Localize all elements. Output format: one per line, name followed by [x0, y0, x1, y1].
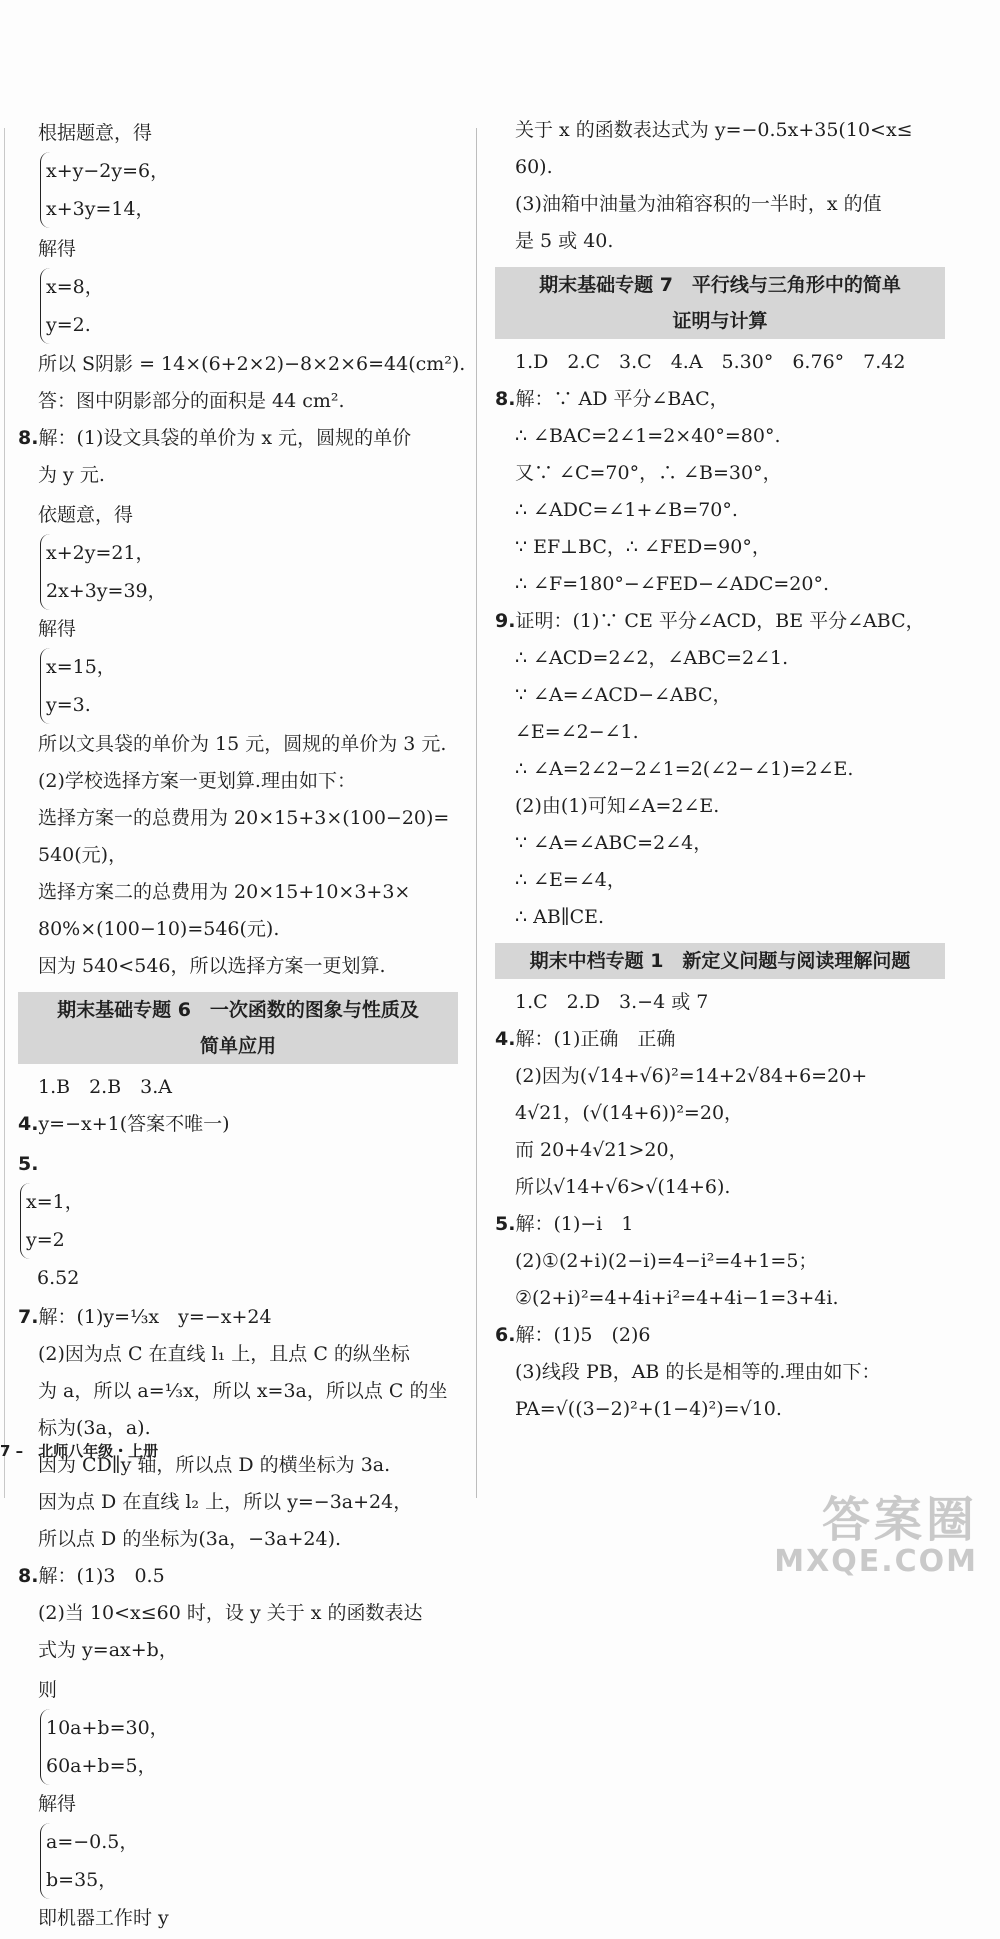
question-number: 9.	[495, 610, 516, 632]
answer-line	[495, 1132, 945, 1169]
answer-line	[495, 677, 945, 714]
answer-line	[495, 492, 945, 529]
equation-system	[40, 534, 456, 610]
answer-text: 为 a，所以 a=⅓x，所以 x=3a，所以点 C 的坐	[38, 1380, 448, 1402]
answer-line	[18, 1336, 458, 1373]
equation-row: x=1，	[26, 1191, 84, 1213]
answer-text: 标为(3a，a).	[38, 1417, 151, 1439]
answer-line	[495, 455, 945, 492]
answer-text: 60).	[515, 156, 553, 178]
answer-text: (2)因为点 C 在直线 l₁ 上，且点 C 的纵坐标	[38, 1343, 410, 1365]
answer-text: 80%×(100−10)=546(元).	[38, 918, 280, 940]
answer-text: 4√21，(√(14+6))²=20，	[515, 1102, 744, 1124]
question-number: 8.	[18, 427, 39, 449]
answer-text: (2)因为(√14+√6)²=14+2√84+6=20+	[515, 1065, 868, 1087]
equation-row: x=15，	[46, 656, 116, 678]
section-heading-line: 简单应用	[199, 1035, 276, 1057]
answer-line	[18, 948, 458, 985]
answer-text: 选择方案二的总费用为 20×15+10×3+3×	[38, 881, 411, 903]
answer-text: (2)由(1)可知∠A=2∠E.	[515, 795, 720, 817]
answer-text: ∴ ∠A=2∠2−2∠1=2(∠2−∠1)=2∠E.	[515, 758, 854, 780]
question-number: 5.	[495, 1213, 516, 1235]
answer-line	[495, 862, 945, 899]
equation-row: x+y−2y=6，	[46, 160, 170, 182]
answer-text: 所以文具袋的单价为 15 元，圆规的单价为 3 元.	[38, 733, 447, 755]
answer-line	[495, 1095, 945, 1132]
answer-line	[495, 751, 945, 788]
equation-row: 10a+b=30，	[46, 1717, 169, 1739]
question-number: 8.	[18, 1565, 39, 1587]
answer-text: 解：(1)−i 1	[515, 1213, 634, 1235]
equation-system	[40, 152, 456, 228]
answer-text: 而 20+4√21>20，	[515, 1139, 688, 1161]
equation-row: y=3.	[46, 694, 91, 716]
answer-text: 所以√14+√6>√(14+6).	[515, 1176, 731, 1198]
equation-row: 60a+b=5，	[46, 1755, 157, 1777]
right-column	[495, 112, 945, 1428]
equation-system	[40, 1709, 456, 1785]
question-number: 8.	[495, 388, 516, 410]
section-heading	[18, 992, 458, 1064]
answer-text: ∠E=∠2−∠1.	[515, 721, 639, 743]
answer-line	[18, 911, 458, 948]
equation-system	[20, 1183, 456, 1259]
answer-text: 因为点 D 在直线 l₂ 上，所以 y=−3a+24，	[38, 1491, 413, 1513]
answer-text: 答：图中阴影部分的面积是 44 cm².	[38, 390, 345, 412]
answer-text: ∵ ∠A=∠ABC=2∠4，	[515, 832, 713, 854]
answer-line	[495, 418, 945, 455]
answer-text: 解：(1)3 0.5	[38, 1565, 165, 1587]
answer-line	[18, 1106, 458, 1143]
answer-text: 因为 540<546，所以选择方案一更划算.	[38, 955, 386, 977]
answer-line	[18, 800, 458, 837]
equation-system	[40, 1823, 456, 1899]
question-number: 6.	[495, 1324, 516, 1346]
answer-text: PA=√((3−2)²+(1−4)²)=√10.	[515, 1398, 782, 1420]
answer-line	[495, 529, 945, 566]
answer-line	[18, 1373, 458, 1410]
answer-line	[18, 1521, 458, 1558]
answer-text: 540(元)，	[38, 844, 128, 866]
answer-line	[495, 112, 945, 149]
question-number: 5.	[18, 1153, 39, 1175]
section-heading-line: 证明与计算	[672, 310, 768, 332]
answer-line	[18, 763, 458, 800]
section-heading	[495, 267, 945, 339]
answer-line	[495, 1391, 945, 1428]
answer-text: 所以 S阴影 = 14×(6+2×2)−8×2×6=44(cm²).	[38, 353, 466, 375]
equation-row: a=−0.5，	[46, 1831, 139, 1853]
question-number: 4.	[495, 1028, 516, 1050]
answer-line	[495, 1021, 945, 1058]
column-divider	[476, 128, 477, 1498]
answer-text: y=−x+1(答案不唯一)	[38, 1113, 230, 1135]
equation-row: x+2y=21，	[46, 542, 155, 564]
equation-suffix: 6.52	[18, 1267, 80, 1289]
page-footer: 7 – 北师八年级・上册	[0, 1442, 159, 1460]
answer-text: 关于 x 的函数表达式为 y=−0.5x+35(10<x≤	[515, 119, 913, 141]
answer-line	[18, 1558, 458, 1595]
answer-line	[495, 1243, 945, 1280]
equation-label: 则	[38, 1679, 58, 1701]
answer-text: 1.B 2.B 3.A	[38, 1076, 173, 1098]
equation-label: 依题意，得	[38, 504, 134, 526]
answer-line	[18, 346, 466, 383]
equation-label: 解得	[38, 238, 77, 260]
answer-line	[495, 603, 945, 640]
answer-line	[495, 223, 945, 260]
answer-text: (2)①(2+i)(2−i)=4−i²=4+1=5；	[515, 1250, 818, 1272]
answer-line	[18, 420, 458, 457]
answer-text: (3)油箱中油量为油箱容积的一半时，x 的值	[515, 193, 882, 215]
answer-line	[18, 874, 458, 911]
answer-text: 解：(1)y=⅓x y=−x+24	[38, 1306, 272, 1328]
answer-line	[495, 1169, 945, 1206]
equation-row: 2x+3y=39，	[46, 580, 167, 602]
answer-text: ∴ ∠E=∠4，	[515, 869, 626, 891]
answer-text: 解：(1)5 (2)6	[515, 1324, 651, 1346]
equation-row: x=8，	[46, 276, 104, 298]
answer-text: 解：∵ AD 平分∠BAC，	[515, 388, 729, 410]
answer-line	[495, 1354, 945, 1391]
answer-line	[18, 726, 458, 763]
section-heading-line: 期末基础专题 6 一次函数的图象与性质及	[57, 999, 419, 1021]
equation-suffix: 即机器工作时 y	[38, 1907, 169, 1929]
equation-row: b=35，	[46, 1869, 118, 1891]
section-heading-line: 期末中档专题 1 新定义问题与阅读理解问题	[529, 950, 911, 972]
equation-label: 根据题意，得	[38, 122, 153, 144]
answer-text: ∴ ∠ACD=2∠2，∠ABC=2∠1.	[515, 647, 789, 669]
answer-text: 解：(1)设文具袋的单价为 x 元，圆规的单价	[38, 427, 412, 449]
answer-line	[18, 837, 458, 874]
answer-text: 选择方案一的总费用为 20×15+3×(100−20)=	[38, 807, 450, 829]
answer-text: ∴ ∠F=180°−∠FED−∠ADC=20°.	[515, 573, 830, 595]
watermark-logo: 答案圈	[821, 1492, 978, 1548]
answer-text: (2)学校选择方案一更划算.理由如下：	[38, 770, 356, 792]
answer-line	[18, 1299, 458, 1336]
answer-text: 因为 CD∥y 轴，所以点 D 的横坐标为 3a.	[38, 1454, 391, 1476]
equation-row: x+3y=14，	[46, 198, 155, 220]
answer-line	[495, 825, 945, 862]
section-heading-line: 期末基础专题 7 平行线与三角形中的简单	[539, 274, 901, 296]
answer-line	[18, 496, 458, 724]
equation-system	[40, 648, 456, 724]
answer-line	[495, 566, 945, 603]
answer-text: 证明：(1)∵ CE 平分∠ACD，BE 平分∠ABC，	[515, 610, 925, 632]
answer-line	[495, 149, 945, 186]
answer-line	[18, 1145, 458, 1297]
answer-line	[495, 1058, 945, 1095]
answer-line	[495, 1317, 945, 1354]
answer-line	[18, 383, 458, 420]
answer-text: 所以点 D 的坐标为(3a，−3a+24).	[38, 1528, 342, 1550]
answer-line	[495, 899, 945, 936]
answer-text: 为 y 元.	[38, 464, 105, 486]
answer-line	[495, 714, 945, 751]
answer-line	[18, 230, 458, 344]
watermark	[774, 1494, 978, 1578]
question-number: 4.	[18, 1113, 39, 1135]
answer-line	[495, 1206, 945, 1243]
answer-line	[495, 186, 945, 223]
answer-text: ∵ EF⊥BC，∴ ∠FED=90°，	[515, 536, 771, 558]
answer-line	[495, 344, 945, 381]
answer-text: 1.C 2.D 3.−4 或 7	[515, 991, 709, 1013]
answer-line	[18, 457, 458, 494]
answer-line	[18, 114, 458, 228]
section-heading	[495, 943, 945, 979]
answer-line	[18, 1595, 458, 1632]
answer-text: (2)当 10<x≤60 时，设 y 关于 x 的函数表达	[38, 1602, 423, 1624]
answer-line	[495, 788, 945, 825]
equation-row: y=2.	[46, 314, 91, 336]
answer-text: 式为 y=ax+b，	[38, 1639, 178, 1661]
left-column	[18, 112, 466, 1939]
watermark-url: MXQE.COM	[774, 1544, 978, 1579]
left-margin-line	[4, 128, 5, 1498]
answer-line	[495, 1280, 945, 1317]
answer-line	[495, 640, 945, 677]
answer-line	[18, 1484, 458, 1521]
answer-line	[495, 381, 945, 418]
question-number: 7.	[18, 1306, 39, 1328]
answer-text: ∵ ∠A=∠ACD−∠ABC，	[515, 684, 732, 706]
answer-line	[495, 984, 945, 1021]
answer-text: (3)线段 PB，AB 的长是相等的.理由如下：	[515, 1361, 881, 1383]
answer-text: ∴ AB∥CE.	[515, 906, 605, 928]
equation-label: 解得	[38, 1793, 77, 1815]
answer-line	[18, 1671, 458, 1937]
answer-text: ∴ ∠ADC=∠1+∠B=70°.	[515, 499, 738, 521]
answer-text: 又∵ ∠C=70°，∴ ∠B=30°，	[515, 462, 782, 484]
equation-label: 解得	[38, 618, 77, 640]
answer-text: 是 5 或 40.	[515, 230, 614, 252]
answer-text: ②(2+i)²=4+4i+i²=4+4i−1=3+4i.	[515, 1287, 839, 1309]
answer-text: 1.D 2.C 3.C 4.A 5.30° 6.76° 7.42	[515, 351, 906, 373]
answer-text: ∴ ∠BAC=2∠1=2×40°=80°.	[515, 425, 781, 447]
equation-row: y=2	[26, 1229, 65, 1251]
answer-text: 解：(1)正确 正确	[515, 1028, 676, 1050]
answer-line	[18, 1069, 458, 1106]
equation-system	[40, 268, 456, 344]
answer-line	[18, 1632, 458, 1669]
